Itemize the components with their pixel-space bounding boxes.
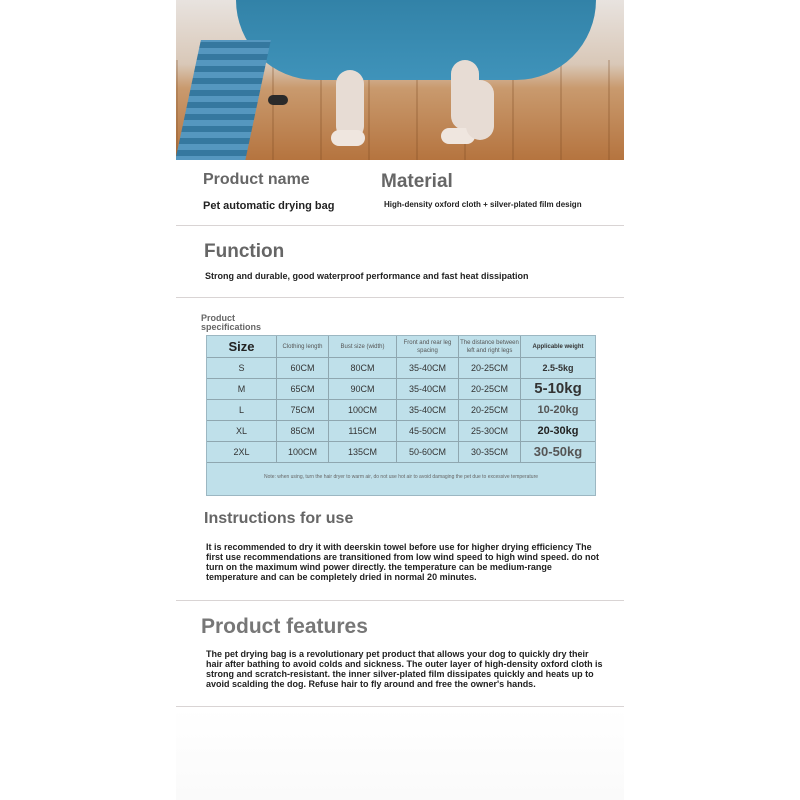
header-leg-distance: The distance between left and right legs xyxy=(459,336,521,358)
cell-bust: 115CM xyxy=(329,421,397,442)
function-label: Function xyxy=(204,241,285,262)
divider xyxy=(176,600,624,601)
cell-bust: 100CM xyxy=(329,400,397,421)
cell-bust: 135CM xyxy=(329,442,397,463)
cell-bust: 90CM xyxy=(329,379,397,400)
cell-length: 60CM xyxy=(277,358,329,379)
cell-leg-spacing: 35-40CM xyxy=(397,358,459,379)
cell-length: 65CM xyxy=(277,379,329,400)
cell-size: L xyxy=(207,400,277,421)
instructions-label: Instructions for use xyxy=(204,510,354,527)
toy-image xyxy=(268,95,288,105)
divider xyxy=(176,225,624,226)
header-bust: Bust size (width) xyxy=(329,336,397,358)
cell-size: M xyxy=(207,379,277,400)
cell-leg-spacing: 35-40CM xyxy=(397,379,459,400)
table-note: Note: when using, turn the hair dryer to warm air, do not use hot air to avoid damaging the pet due to excessive temperature xyxy=(263,474,539,480)
cell-size: 2XL xyxy=(207,442,277,463)
cell-leg-distance: 20-25CM xyxy=(459,358,521,379)
cell-length: 85CM xyxy=(277,421,329,442)
cell-leg-spacing: 45-50CM xyxy=(397,421,459,442)
divider xyxy=(176,297,624,298)
hero-photo xyxy=(176,0,624,160)
header-size: Size xyxy=(207,336,277,358)
specs-label-line2: specifications xyxy=(201,322,262,332)
material-value: High-density oxford cloth + silver-plated film design xyxy=(384,200,582,209)
cell-leg-distance: 25-30CM xyxy=(459,421,521,442)
product-detail-page xyxy=(176,0,624,800)
cell-weight: 2.5-5kg xyxy=(521,358,595,379)
material-label: Material xyxy=(381,171,453,192)
cell-weight: 20-30kg xyxy=(521,421,595,442)
specs-label xyxy=(201,314,261,332)
cell-size: XL xyxy=(207,421,277,442)
specs-label-line1: Product xyxy=(201,313,236,323)
header-weight: Applicable weight xyxy=(521,336,595,358)
bottom-blank-area xyxy=(176,707,624,800)
cell-weight: 5-10kg xyxy=(521,379,595,400)
function-value: Strong and durable, good waterproof performance and fast heat dissipation xyxy=(205,271,529,281)
cell-weight: 30-50kg xyxy=(521,442,595,463)
cell-weight: 10-20kg xyxy=(521,400,595,421)
product-name-value: Pet automatic drying bag xyxy=(203,200,335,212)
cell-leg-distance: 20-25CM xyxy=(459,400,521,421)
header-length: Clothing length xyxy=(277,336,329,358)
cell-length: 75CM xyxy=(277,400,329,421)
header-leg-spacing: Front and rear leg spacing xyxy=(397,336,459,358)
cell-size: S xyxy=(207,358,277,379)
dog-paw-image xyxy=(331,130,365,146)
features-label: Product features xyxy=(201,615,368,638)
cell-bust: 80CM xyxy=(329,358,397,379)
cell-length: 100CM xyxy=(277,442,329,463)
cell-leg-spacing: 50-60CM xyxy=(397,442,459,463)
cell-leg-spacing: 35-40CM xyxy=(397,400,459,421)
product-name-label: Product name xyxy=(203,171,310,188)
features-text: The pet drying bag is a revolutionary pet product that allows your dog to quickly dry their hair after bathing to avoid colds and sickness. The outer layer of high-density oxford cloth is strong and scratch-resistant. the inner silver-plated film dissipates quickly and heats up to avoid scalding the dog. Refuse hair to fly around and free the owner's hands. xyxy=(206,649,603,689)
cell-leg-distance: 30-35CM xyxy=(459,442,521,463)
cell-leg-distance: 20-25CM xyxy=(459,379,521,400)
dog-leg-image xyxy=(466,80,494,140)
spec-table xyxy=(206,335,596,496)
drying-bag-image xyxy=(236,0,596,80)
instructions-text: It is recommended to dry it with deerskin towel before use for higher drying efficiency The first use recommendations are transitioned from low wind speed to high wind speed. do not turn on the maximum wind power directly. the temperature can be medium-range temperature and can be completely dried in normal 20 minutes. xyxy=(206,542,600,582)
